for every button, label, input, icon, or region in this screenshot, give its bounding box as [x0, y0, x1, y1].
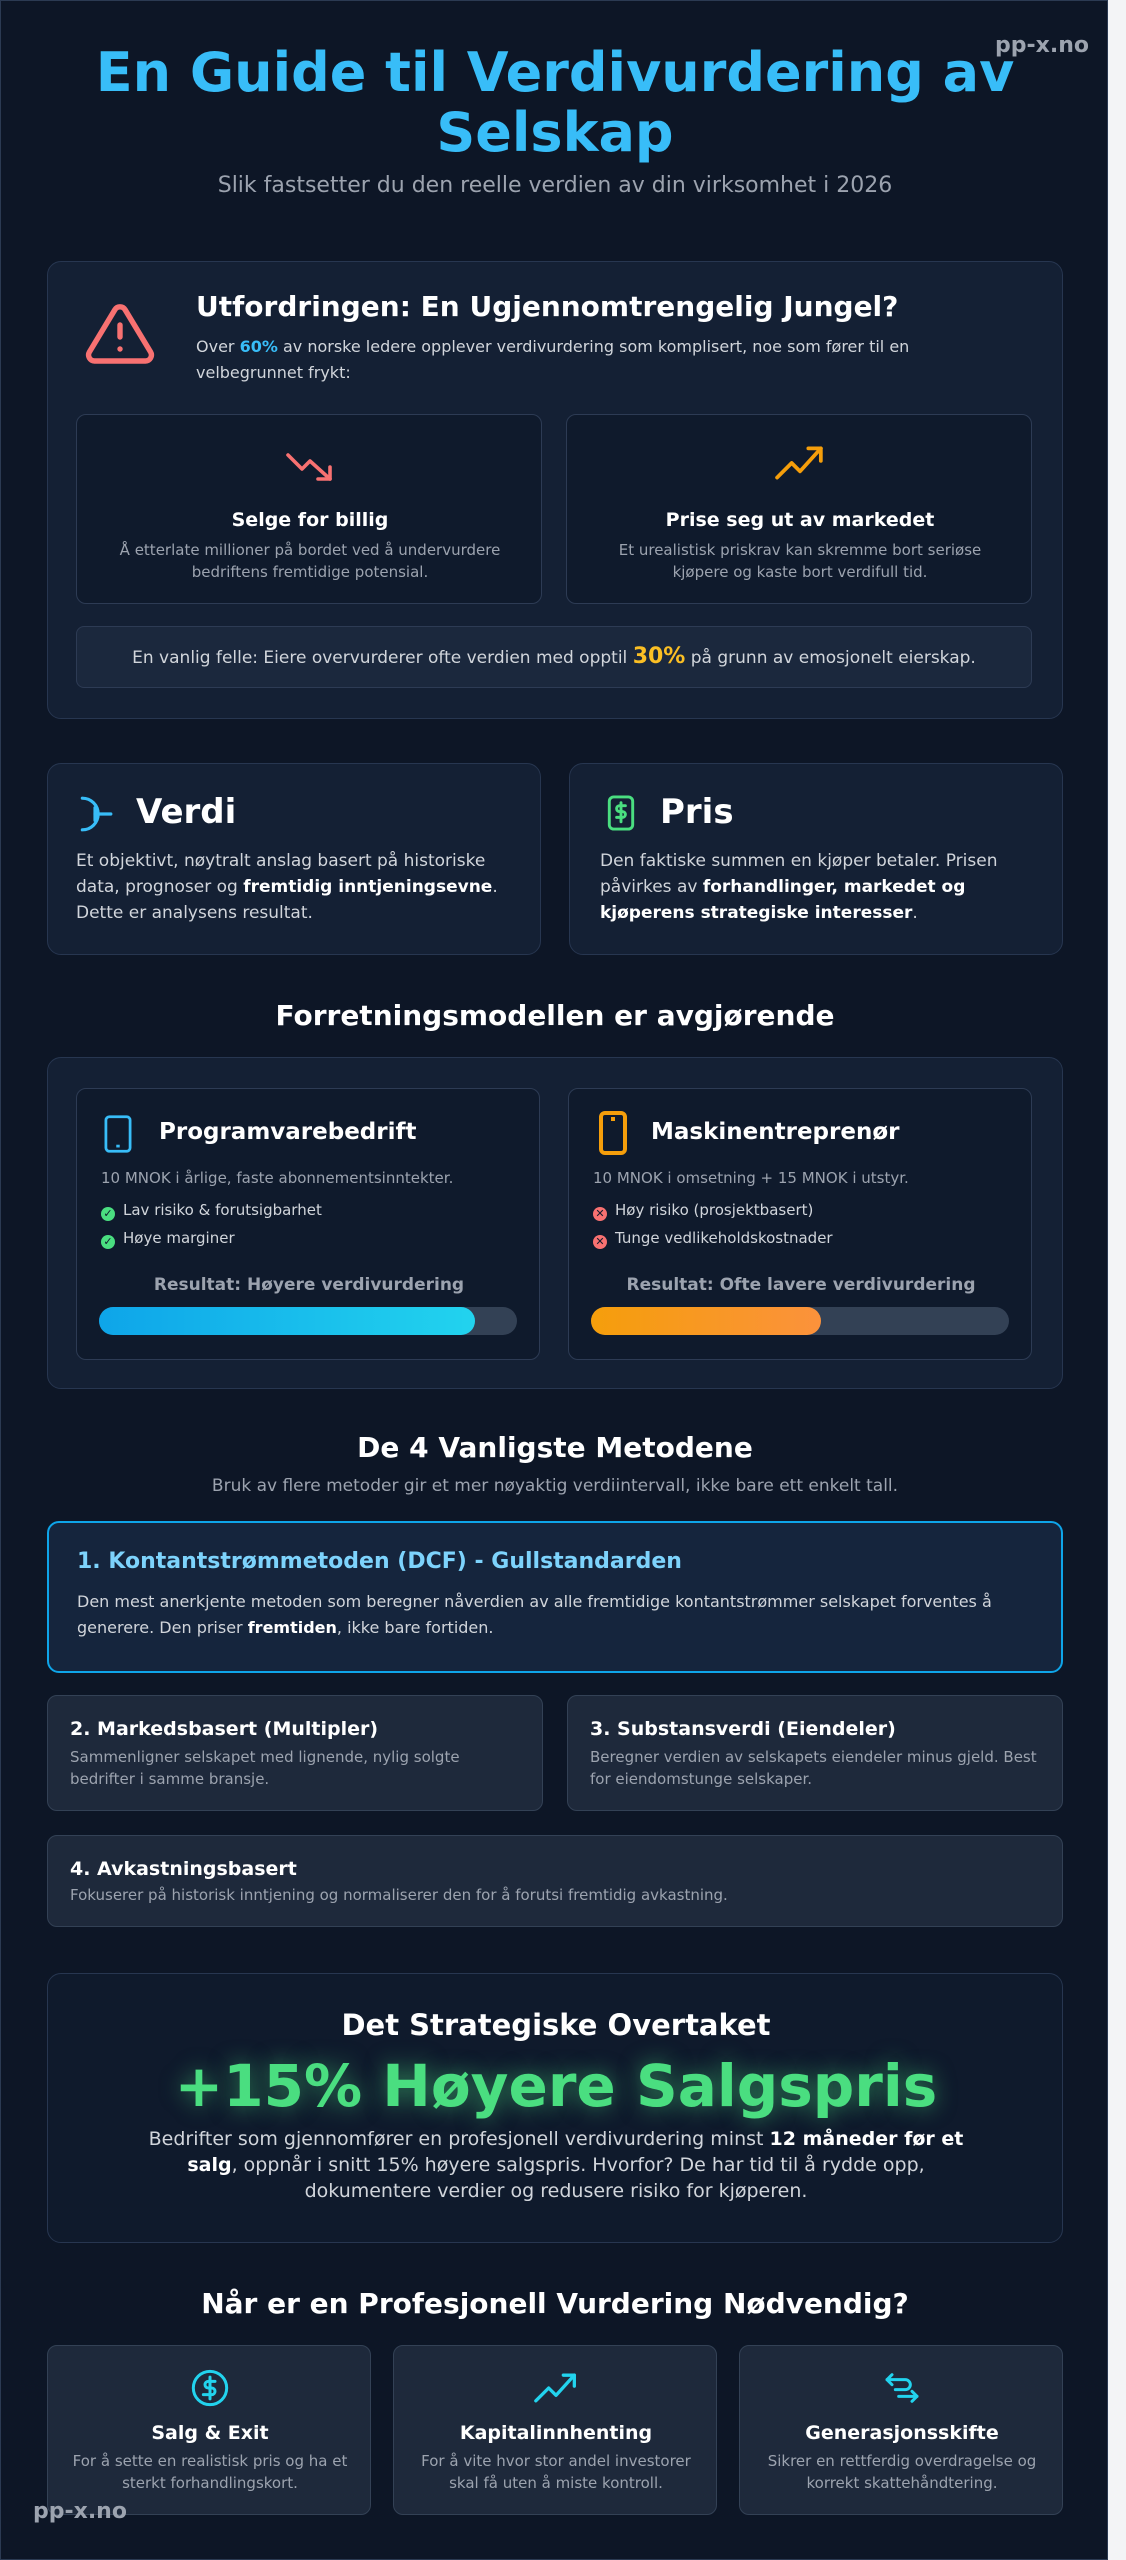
method-asset-title: 3. Substansverdi (Eiendeler) — [590, 1718, 896, 1740]
method-asset-card — [567, 1695, 1063, 1811]
method-return-card — [47, 1835, 1063, 1927]
value-title: Verdi — [136, 792, 237, 832]
when-title: Når er en Profesjonell Vurdering Nødvendig? — [201, 2287, 909, 2320]
when-card-text: For å sette en realistisk pris og ha et sterkt forhandlingskort. — [72, 2452, 348, 2492]
contractor-title: Maskinentreprenør — [651, 1119, 900, 1145]
contractor-result: Resultat: Ofte lavere verdivurdering — [626, 1275, 976, 1295]
method-market-title: 2. Markedsbasert (Multipler) — [70, 1718, 379, 1740]
brand-logo-bottom: pp-x.no — [33, 2499, 127, 2524]
value-text: Et objektivt, nøytralt anslag basert på historiske data, prognoser og fremtidig inntjeningsevne. Dette er analysens resultat. — [76, 851, 498, 923]
when-card-succession — [739, 2345, 1063, 2515]
contractor-desc: 10 MNOK i omsetning + 15 MNOK i utstyr. — [593, 1169, 909, 1187]
handover-icon — [882, 2368, 922, 2412]
dollar-icon — [190, 2368, 230, 2412]
method-dcf-title: 1. Kontantstrømmetoden (DCF) - Gullstandarden — [77, 1549, 682, 1574]
common-trap-banner: En vanlig felle: Eiere overvurderer ofte verdien med opptil 30% på grunn av emosjonelt eierskap. — [76, 626, 1032, 688]
risk-card-title: Prise seg ut av markedet — [665, 509, 935, 531]
trending-up-icon — [775, 443, 825, 487]
method-market-card — [47, 1695, 543, 1811]
price-tag-icon — [606, 794, 636, 836]
phone-icon — [599, 1111, 627, 1159]
warning-icon — [84, 298, 156, 370]
challenge-text: Over 60% av norske ledere opplever verdivurdering som komplisert, noe som fører til en velbegrunnet frykt: — [196, 337, 910, 382]
risk-card-overprice — [566, 414, 1032, 604]
method-asset-text: Beregner verdien av selskapets eiendeler minus gjeld. Best for eiendomstunge selskaper. — [590, 1748, 1037, 1788]
software-desc: 10 MNOK i årlige, faste abonnementsinntekter. — [101, 1169, 454, 1187]
methods-title: De 4 Vanligste Metodene — [357, 1431, 753, 1464]
trap-percent: 30% — [632, 644, 686, 669]
when-card-title: Salg & Exit — [151, 2422, 269, 2444]
when-card-capital — [393, 2345, 717, 2515]
business-model-title: Forretningsmodellen er avgjørende — [275, 999, 835, 1032]
price-card — [569, 763, 1063, 955]
risk-card-text: Et urealistisk priskrav kan skremme bort seriøse kjøpere og kaste bort verdifull tid. — [618, 541, 982, 581]
list-item: ✕ Tunge vedlikeholdskostnader — [593, 1229, 833, 1249]
check-icon: ✓ — [101, 1207, 115, 1221]
x-icon: ✕ — [593, 1207, 607, 1221]
price-title: Pris — [660, 792, 734, 832]
page-title: En Guide til Verdivurdering av Selskap — [95, 41, 1015, 164]
method-return-text: Fokuserer på historisk inntjening og normaliserer den for å forutsi fremtidig avkastning. — [70, 1886, 728, 1904]
business-model-panel — [47, 1057, 1063, 1389]
risk-card-text: Å etterlate millioner på bordet ved å undervurdere bedriftens fremtidige potensial. — [119, 541, 501, 581]
tablet-icon — [103, 1115, 133, 1157]
when-card-text: For å vite hvor stor andel investorer skal få uten å miste kontroll. — [421, 2452, 691, 2492]
trending-down-icon — [285, 449, 335, 489]
method-return-title: 4. Avkastningsbasert — [70, 1858, 297, 1880]
check-icon: ✓ — [101, 1235, 115, 1249]
when-card-sale — [47, 2345, 371, 2515]
list-item: ✓ Lav risiko & forutsigbarhet — [101, 1201, 322, 1221]
contractor-value-bar-fill — [591, 1307, 821, 1335]
balance-icon — [76, 794, 114, 838]
risk-card-title: Selge for billig — [231, 509, 389, 531]
contractor-value-bar — [591, 1307, 1009, 1335]
page-subtitle: Slik fastsetter du den reelle verdien av din virksomhet i 2026 — [217, 173, 893, 198]
strategic-text: Bedrifter som gjennomfører en profesjonell verdivurdering minst 12 måneder før et salg, oppnår i snitt 15% høyere salgspris. Hvorfor? De har tid til å rydde opp, dokumentere verdier og redusere risiko for kjøperen. — [148, 2128, 964, 2202]
software-title: Programvarebedrift — [159, 1119, 417, 1145]
brand-logo-top: pp-x.no — [995, 33, 1089, 58]
method-dcf-text: Den mest anerkjente metoden som beregner nåverdien av alle fremtidige kontantstrømmer selskapet forventes å generere. Den priser fremtiden, ikke bare fortiden. — [77, 1592, 992, 1637]
list-item: ✕ Høy risiko (prosjektbasert) — [593, 1201, 813, 1221]
software-value-bar — [99, 1307, 517, 1335]
risk-card-underprice — [76, 414, 542, 604]
software-result: Resultat: Høyere verdivurdering — [153, 1275, 465, 1295]
strategic-panel — [47, 1973, 1063, 2243]
strategic-headline: +15% Høyere Salgspris — [174, 2052, 938, 2120]
when-card-text: Sikrer en rettferdig overdragelse og korrekt skattehåndtering. — [767, 2452, 1037, 2492]
method-market-text: Sammenligner selskapet med lignende, nylig solgte bedrifter i samme bransje. — [70, 1748, 460, 1788]
x-icon: ✕ — [593, 1235, 607, 1249]
software-company-card — [76, 1088, 540, 1360]
methods-subtitle: Bruk av flere metoder gir et mer nøyaktig verdiintervall, ikke bare ett enkelt tall. — [211, 1476, 899, 1496]
strategic-title: Det Strategiske Overtaket — [341, 2008, 771, 2042]
challenge-panel — [47, 261, 1063, 719]
when-card-title: Kapitalinnhenting — [459, 2422, 653, 2444]
challenge-title: Utfordringen: En Ugjennomtrengelig Jungel? — [196, 290, 899, 323]
software-value-bar-fill — [99, 1307, 475, 1335]
value-card — [47, 763, 541, 955]
when-card-title: Generasjonsskifte — [805, 2422, 999, 2444]
challenge-percent: 60% — [239, 337, 278, 356]
growth-icon — [534, 2370, 578, 2410]
list-item: ✓ Høye marginer — [101, 1229, 235, 1249]
price-text: Den faktiske summen en kjøper betaler. Prisen påvirkes av forhandlinger, markedet og kjøperens strategiske interesser. — [600, 851, 998, 923]
method-dcf-card — [47, 1521, 1063, 1673]
contractor-card — [568, 1088, 1032, 1360]
